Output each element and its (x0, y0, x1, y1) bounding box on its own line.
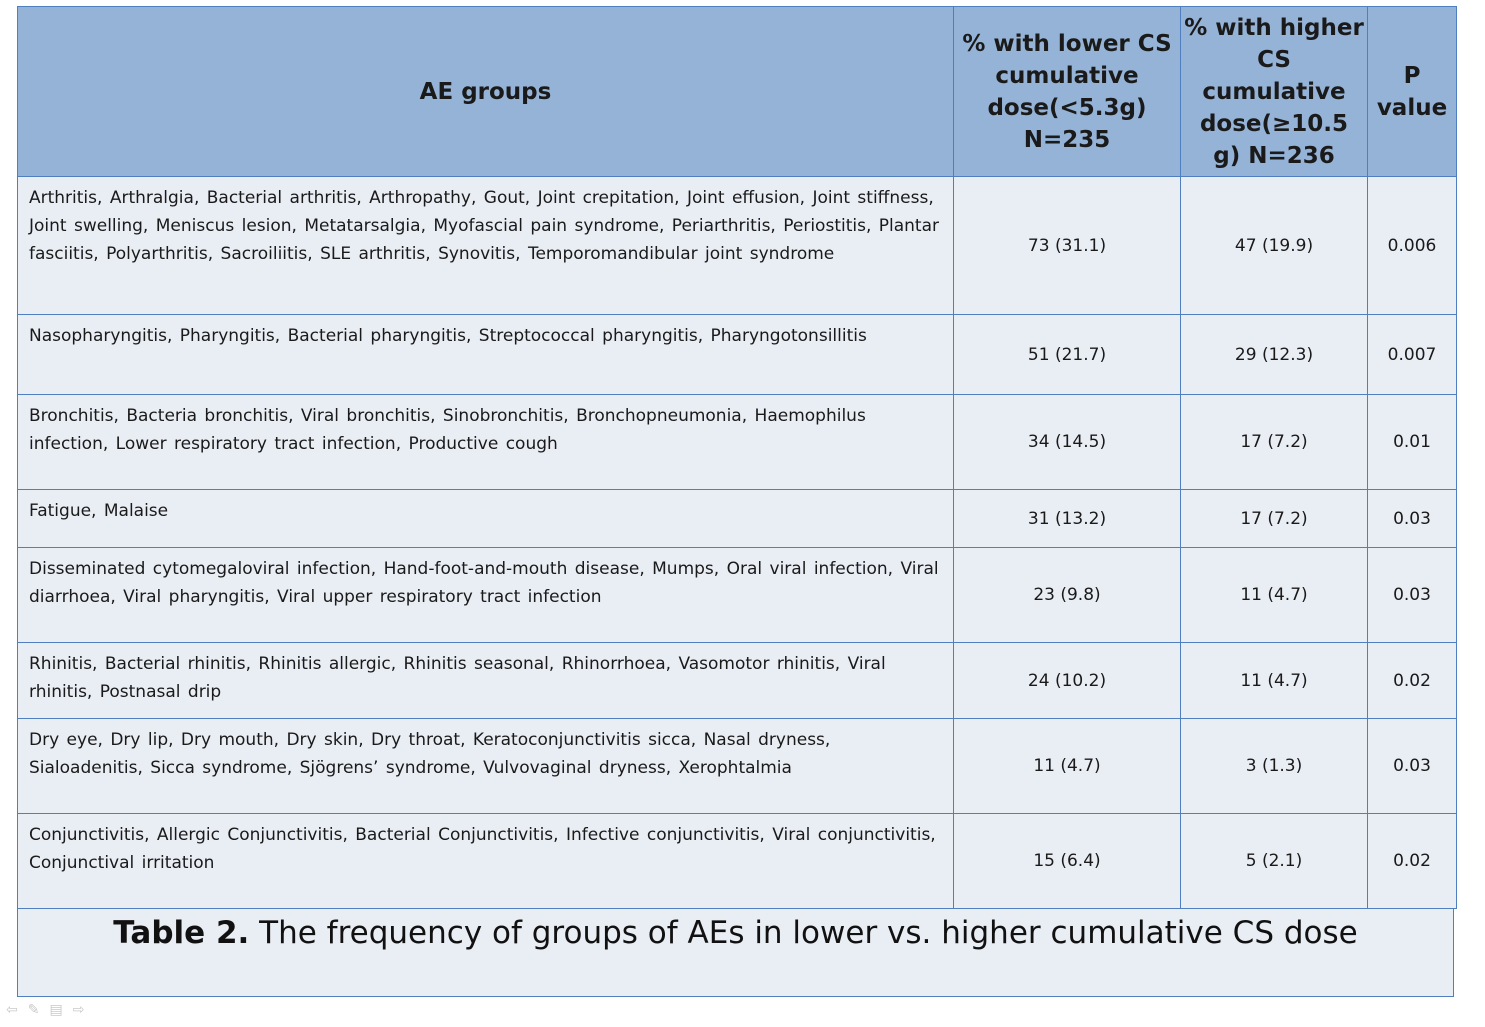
cell-higher: 5 (2.1) (1181, 814, 1368, 909)
cell-lower: 34 (14.5) (954, 395, 1181, 490)
table-row (18, 548, 1457, 643)
cell-higher: 47 (19.9) (1181, 177, 1368, 315)
cell-p-value: 0.007 (1368, 315, 1457, 395)
cell-higher: 11 (4.7) (1181, 548, 1368, 643)
cell-ae-groups: Fatigue, Malaise (18, 490, 954, 548)
cell-ae-groups: Bronchitis, Bacteria bronchitis, Viral bronchitis, Sinobronchitis, Bronchopneumonia, Haemophilus infection, Lower respiratory tract infection, Productive cough (18, 395, 954, 490)
cell-ae-groups: Nasopharyngitis, Pharyngitis, Bacterial pharyngitis, Streptococcal pharyngitis, Pharyngotonsillitis (18, 315, 954, 395)
cell-p-value: 0.03 (1368, 548, 1457, 643)
cell-lower: 51 (21.7) (954, 315, 1181, 395)
cell-higher: 17 (7.2) (1181, 395, 1368, 490)
caption-label: Table 2. (113, 915, 250, 951)
menu-icon[interactable]: ▤ (49, 1002, 63, 1018)
header-row (18, 7, 1457, 177)
cell-lower: 23 (9.8) (954, 548, 1181, 643)
header-higher-dose: % with higher CS cumulative dose(≥10.5 g) N=236 (1181, 7, 1368, 177)
table-row (18, 814, 1457, 909)
cell-lower: 31 (13.2) (954, 490, 1181, 548)
table-row (18, 315, 1457, 395)
cell-ae-groups: Disseminated cytomegaloviral infection, Hand-foot-and-mouth disease, Mumps, Oral viral infection, Viral diarrhoea, Viral pharyngitis, Viral upper respiratory tract infection (18, 548, 954, 643)
cell-p-value: 0.02 (1368, 814, 1457, 909)
slide-toolbar (6, 1002, 84, 1018)
table-caption (17, 915, 1454, 951)
back-arrow-icon[interactable]: ⇦ (6, 1002, 18, 1018)
cell-higher: 29 (12.3) (1181, 315, 1368, 395)
table-row (18, 177, 1457, 315)
table-row (18, 719, 1457, 814)
cell-ae-groups: Conjunctivitis, Allergic Conjunctivitis, Bacterial Conjunctivitis, Infective conjunctivitis, Viral conjunctivitis, Conjunctival irritation (18, 814, 954, 909)
table-row (18, 490, 1457, 548)
pen-icon[interactable]: ✎ (27, 1002, 40, 1018)
cell-p-value: 0.01 (1368, 395, 1457, 490)
forward-arrow-icon[interactable]: ⇨ (72, 1002, 85, 1018)
ae-frequency-table (17, 6, 1457, 909)
cell-lower: 73 (31.1) (954, 177, 1181, 315)
caption-text: The frequency of groups of AEs in lower vs. higher cumulative CS dose (249, 915, 1358, 951)
cell-p-value: 0.03 (1368, 490, 1457, 548)
cell-lower: 11 (4.7) (954, 719, 1181, 814)
cell-lower: 24 (10.2) (954, 643, 1181, 719)
cell-higher: 3 (1.3) (1181, 719, 1368, 814)
cell-ae-groups: Rhinitis, Bacterial rhinitis, Rhinitis allergic, Rhinitis seasonal, Rhinorrhoea, Vasomotor rhinitis, Viral rhinitis, Postnasal drip (18, 643, 954, 719)
cell-higher: 17 (7.2) (1181, 490, 1368, 548)
cell-lower: 15 (6.4) (954, 814, 1181, 909)
cell-p-value: 0.02 (1368, 643, 1457, 719)
header-ae-groups: AE groups (18, 7, 954, 177)
cell-higher: 11 (4.7) (1181, 643, 1368, 719)
cell-ae-groups: Dry eye, Dry lip, Dry mouth, Dry skin, Dry throat, Keratoconjunctivitis sicca, Nasal dryness, Sialoadenitis, Sicca syndrome, Sjögrens’ syndrome, Vulvovaginal dryness, Xerophtalmia (18, 719, 954, 814)
table-row (18, 395, 1457, 490)
table-row (18, 643, 1457, 719)
header-lower-dose: % with lower CS cumulative dose(<5.3g) N=235 (954, 7, 1181, 177)
cell-p-value: 0.03 (1368, 719, 1457, 814)
cell-p-value: 0.006 (1368, 177, 1457, 315)
cell-ae-groups: Arthritis, Arthralgia, Bacterial arthritis, Arthropathy, Gout, Joint crepitation, Joint effusion, Joint stiffness, Joint swelling, Meniscus lesion, Metatarsalgia, Myofascial pain syndrome, Periarthritis, Periostitis, Plantar fasciitis, Polyarthritis, Sacroiliitis, SLE arthritis, Synovitis, Temporomandibular joint syndrome (18, 177, 954, 315)
header-p-value: P value (1368, 7, 1457, 177)
